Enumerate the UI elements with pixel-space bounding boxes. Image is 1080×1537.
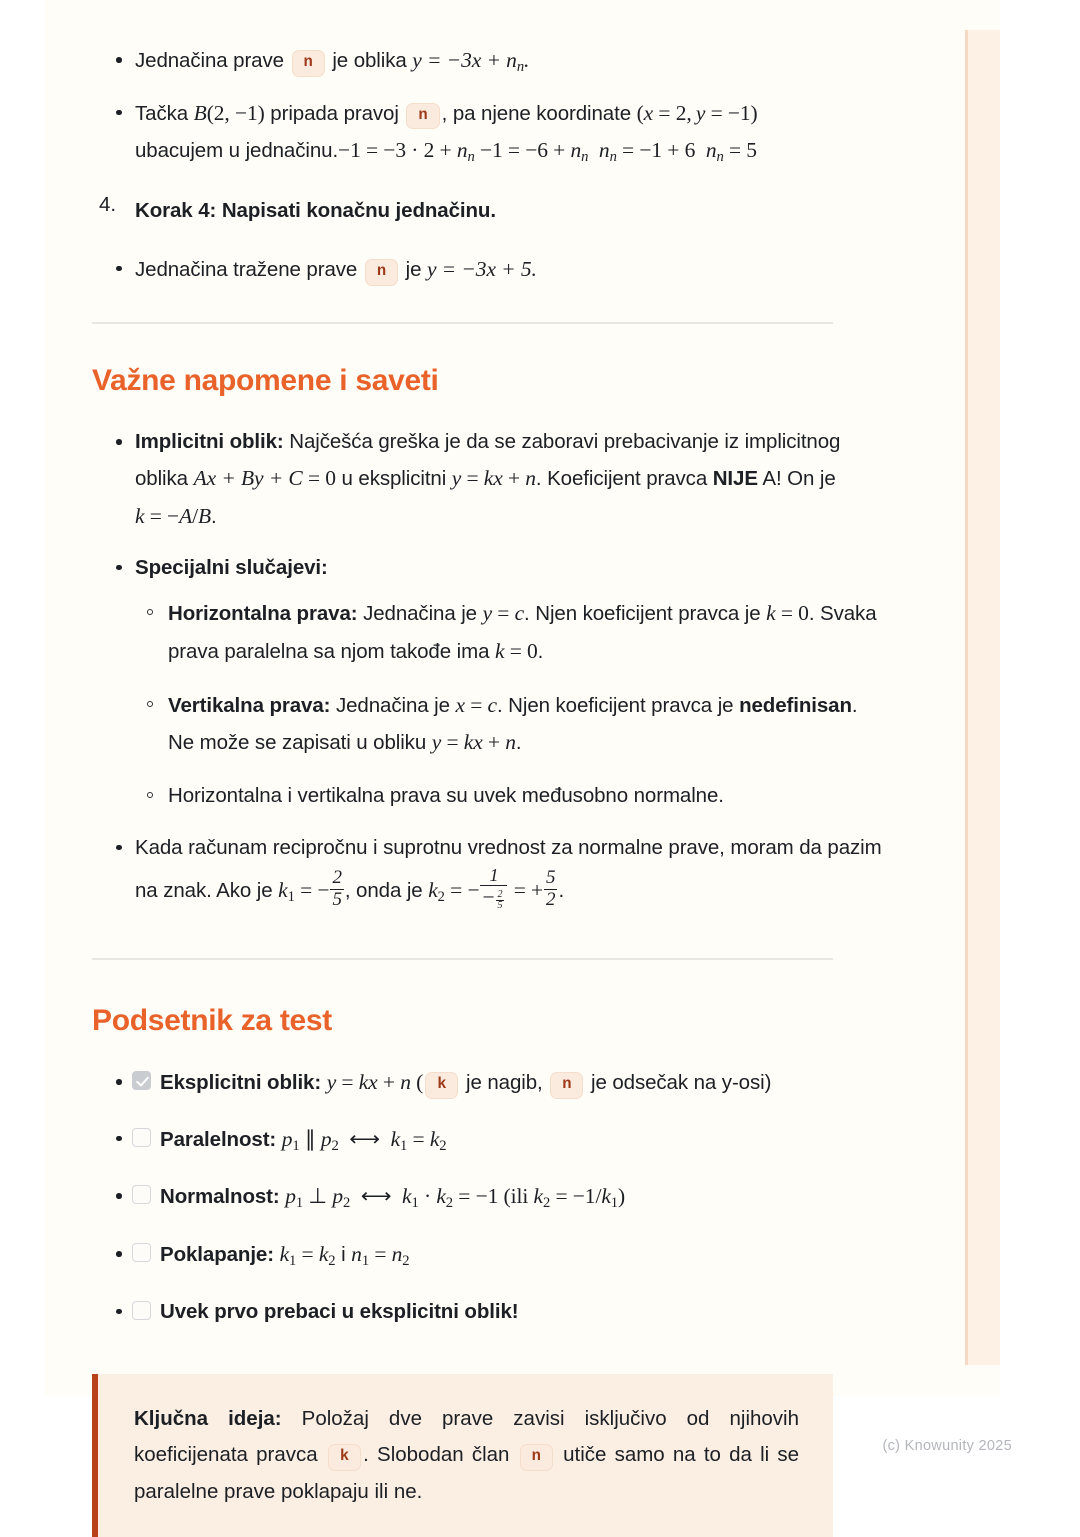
math-point-b: B — [193, 100, 207, 125]
note-label: Specijalni slučajevi: — [135, 555, 328, 579]
page-edge-stripe — [965, 30, 1000, 1365]
paren-open: ( — [410, 1070, 424, 1095]
math-explicit-form: y = kx + n — [326, 1070, 411, 1095]
checklist-label: Poklapanje: — [160, 1243, 274, 1267]
math-final-equation: y = −3x + 5. — [426, 256, 537, 281]
note-text-2: u eksplicitni — [335, 467, 452, 491]
notes-list — [92, 424, 882, 912]
list-item — [135, 595, 882, 670]
math-explicit-form-2: y = kx + n — [431, 730, 516, 755]
math-perpendicular-condition: p1 ⊥ p2 ⟷ k1 · k2 = −1 — [285, 1184, 499, 1212]
checklist-label: Eksplicitni oblik: — [160, 1071, 322, 1095]
subnote-text-2: . Njen koeficijent pravca je — [496, 693, 740, 717]
subnote-text-3: . Svaka prava paralelna sa njom takođe ima — [168, 602, 877, 664]
note-bold-nije: NIJE — [712, 467, 758, 491]
list-item — [92, 1294, 882, 1330]
subnote-text-3: . Ne može se zapisati u obliku — [168, 693, 858, 755]
checklist-text-2: ) — [618, 1184, 626, 1209]
step-ordered-list — [92, 193, 882, 229]
math-coordinates: (x = 2, y = −1) — [636, 100, 758, 125]
list-item — [92, 550, 882, 814]
math-equation: $y = -3x + n_n$. — [412, 48, 530, 76]
checklist-label: Uvek prvo prebaci u eksplicitni oblik! — [160, 1299, 519, 1323]
step-bullet-list — [92, 251, 882, 289]
math-coincide-k: k1 = k2 — [279, 1242, 336, 1270]
list-item — [92, 42, 882, 81]
checklist-text: i — [335, 1243, 352, 1267]
math-vertical-line: x = c — [455, 692, 497, 717]
subnote-text-4: . — [537, 640, 544, 664]
bullet-text-prefix: Jednačina tražene prave — [135, 257, 363, 281]
checkbox-eksplicitni-oblik[interactable] — [132, 1071, 151, 1090]
list-item: Implicitni oblik: Najčešća greška je da se zaboravi prebacivanje iz implicitnog oblika Ax + By + C = 0 u eksplicitni y = kx + n. Koeficijent pravca NIJE A! On je k = −A/B. — [92, 424, 882, 535]
code-chip-n: n — [406, 103, 439, 130]
list-item — [92, 1121, 882, 1160]
note-text: Najčešća greška je da se zaboravi prebacivanje iz implicitnog oblika — [135, 430, 841, 491]
note-text-5: . — [211, 504, 217, 528]
callout-paragraph — [134, 1401, 799, 1510]
fraction-five-halves: $\frac{5}{2}$ — [546, 867, 556, 910]
bullet-text-mid: pripada pravoj — [264, 101, 405, 125]
callout-label: Ključna ideja: — [134, 1406, 282, 1430]
bullet-text-line2: ubacujem u jednačinu. — [135, 139, 339, 163]
math-k2-value: k2 = − 1 − $\frac{2}{5}$ = + $\frac{5}{2}$ — [428, 864, 556, 912]
section-divider — [92, 322, 833, 324]
list-item — [92, 1178, 882, 1217]
math-slope-formula: k = −A/B — [135, 503, 212, 528]
section-title-notes: Važne napomene i saveti — [92, 364, 439, 398]
subnote-text: Jednačina je — [357, 602, 483, 626]
checkbox-paralelnost[interactable] — [132, 1128, 151, 1147]
checklist-text-2: je odsečak na y-osi) — [585, 1071, 772, 1095]
subnote-text: Jednačina je — [330, 693, 456, 717]
note-text-3: . Koeficijent pravca — [535, 467, 713, 491]
checklist-text: (ili — [498, 1184, 534, 1209]
callout-text-3: utiče samo na to da li se paralelne prave poklapaju ili ne. — [134, 1443, 800, 1503]
math-coincide-n: n1 = n2 — [351, 1242, 410, 1270]
code-chip-k: k — [425, 1072, 458, 1099]
checkbox-uvek-prvo-prebaci[interactable] — [132, 1301, 151, 1320]
math-k-zero-2: k = 0 — [494, 639, 538, 664]
math-substitution: $-1 = -3 \cdot 2 + n_n -1 = -6 + n_n$ $n_n = -1 + 6$ $n_n = 5$ — [338, 138, 757, 166]
list-item — [135, 778, 882, 814]
checklist — [92, 1064, 882, 1330]
code-chip-n: n — [292, 50, 325, 77]
checklist-label: Normalnost: — [160, 1185, 280, 1209]
code-chip-n: n — [365, 259, 398, 286]
step-number: 4. — [99, 192, 117, 216]
math-horizontal-line: y = c — [482, 601, 525, 626]
note-text-4: A! On je — [757, 467, 836, 491]
section-title-checklist: Podsetnik za test — [92, 1004, 332, 1038]
list-item — [92, 1236, 882, 1275]
callout-text-2: . Slobodan član — [363, 1443, 518, 1467]
note-text-3: . — [558, 878, 565, 902]
top-bullet-list — [92, 42, 882, 171]
list-item — [92, 193, 882, 229]
math-explicit-form: y — [451, 466, 467, 491]
bullet-text-post: , pa njene koordinate — [441, 101, 637, 125]
code-chip-k: k — [328, 1444, 361, 1471]
subnote-bold-undefined: nedefinisan — [739, 693, 852, 717]
list-item — [92, 251, 882, 289]
math-parallel-condition: p1 ∥ p2 ⟷ k1 = k2 — [281, 1126, 447, 1154]
key-idea-callout — [92, 1374, 833, 1537]
document-content — [92, 0, 882, 1537]
math-k2-alt: k2 = −1/k1 — [533, 1184, 619, 1212]
math-implicit-form: Ax + By + C — [193, 466, 303, 491]
list-item — [92, 830, 882, 912]
checkbox-poklapanje[interactable] — [132, 1243, 151, 1262]
bullet-text-mid: je oblika — [326, 49, 413, 72]
list-item — [135, 687, 882, 762]
note-text: Kada računam recipročnu i suprotnu vrednost za normalne prave, moram da pazim na znak. Ako je — [135, 835, 882, 902]
code-chip-n: n — [550, 1072, 583, 1099]
math-k1-value: k1 = − $\frac{2}{5}$ — [278, 867, 342, 910]
note-text-2: , onda je — [344, 878, 429, 902]
subnote-text-2: . Njen koeficijent pravca je — [524, 602, 767, 626]
list-item: Tačka B(2, −1) pripada pravoj n , pa njene koordinate (x = 2, y = −1) ubacujem u jednačinu.−1 = $-3 \cdot 2 + n_n -1 = -6 + n_n$ $n_n = -1 + 6$ $n_n = 5$ — [92, 95, 882, 171]
code-chip-n: n — [520, 1444, 553, 1471]
bullet-text-mid: je — [400, 257, 427, 281]
fraction-two-fifths: $\frac{2}{5}$ — [332, 867, 342, 910]
special-cases-list — [135, 595, 882, 813]
step-title: Korak 4: Napisati konačnu jednačinu. — [135, 198, 496, 222]
math-k-zero: k = 0 — [766, 601, 809, 626]
callout-text-1: Položaj dve prave zavisi isključivo od njihovih koeficijenata pravca — [134, 1406, 799, 1467]
bullet-text-prefix: Tačka — [135, 101, 194, 125]
subnote-text: Horizontalna i vertikalna prava su uvek međusobno normalne. — [168, 783, 724, 807]
bullet-text-prefix: Jednačina prave — [135, 49, 290, 72]
fraction-nested: 1 − $\frac{2}{5}$ — [480, 866, 507, 912]
checklist-text: je nagib, — [460, 1071, 549, 1095]
subnote-text-4: . — [515, 731, 522, 755]
section-divider — [92, 958, 833, 960]
list-item — [92, 1064, 882, 1102]
subnote-label: Horizontalna prava: — [168, 602, 358, 626]
checklist-label: Paralelnost: — [160, 1127, 277, 1151]
subnote-label: Vertikalna prava: — [168, 693, 331, 717]
note-label: Implicitni oblik: — [135, 430, 284, 454]
page-footer: (c) Knowunity 2025 — [882, 1438, 1012, 1454]
checkbox-normalnost[interactable] — [132, 1185, 151, 1204]
